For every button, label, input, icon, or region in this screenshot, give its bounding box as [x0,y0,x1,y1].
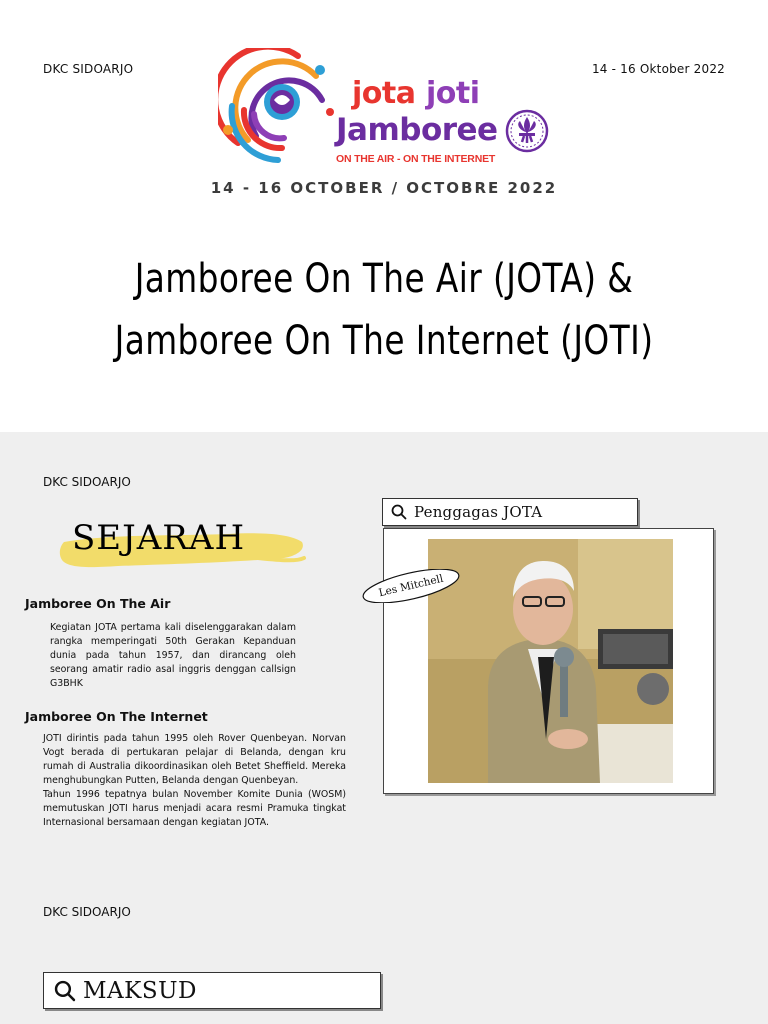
founder-photo [428,539,673,783]
founder-search-text: Penggagas JOTA [414,503,543,521]
heading-sejarah-text: SEJARAH [72,518,246,558]
title-line-1: Jamboree On The Air (JOTA) & [134,256,634,302]
air-section-body: Kegiatan JOTA pertama kali diselenggarakan dalam rangka memperingati 50th Gerakan Kepanduan dunia pada tahun 1957, dan dirancang oleh seorang amatir radio asal inggris denggan callsign G3BHK [50,622,296,689]
logo-word-joti: joti [426,76,480,111]
event-date: 14 - 16 Oktober 2022 [591,62,725,76]
logo-word-jamboree: Jamboree [336,112,498,148]
purpose-search-text: MAKSUD [83,977,197,1004]
section-heading-sejarah [58,508,308,578]
air-section-title: Jamboree On The Air [25,596,171,611]
internet-section-body [43,732,346,830]
organization-label: DKC SIDOARJO [43,62,134,76]
founder-name: Les Mitchell [377,572,445,600]
founder-search-bar[interactable] [382,498,638,526]
organization-label-2: DKC SIDOARJO [43,905,131,919]
purpose-search-bar[interactable] [43,972,381,1009]
organization-label: DKC SIDOARJO [43,475,131,489]
internet-section-title: Jamboree On The Internet [25,709,208,724]
search-icon [54,980,76,1002]
radio-waves-emblem-icon [218,48,348,170]
page-title [69,248,699,372]
title-line-2: Jamboree On The Internet (JOTI) [114,318,654,364]
logo-dates: 14 - 16 OCTOBER / OCTOBRE 2022 [210,179,558,197]
jotajoti-logo [218,48,558,170]
cover-page [0,0,768,432]
search-icon [391,504,407,520]
logo-tagline: ON THE AIR - ON THE INTERNET [336,153,496,165]
internet-body-paragraph-1: JOTI dirintis pada tahun 1995 oleh Rover Quenbeyan. Norvan Vogt berada di pertukaran pelajar di Belanda, dengan kru rumah di Australia dikoordinasikan oleh Betet Sheffield. Mereka menghubungkan Putten, Belanda dengan Quenbeyan. [43,733,346,786]
history-page [0,432,768,1024]
scout-fleur-de-lis-icon [504,108,550,154]
internet-body-paragraph-2: Tahun 1996 tepatnya bulan November Komite Dunia (WOSM) memutuskan JOTI harus menjadi acara resmi Pramuka tingkat Internasional bersamaan dengan kegiatan JOTA. [43,789,346,828]
founder-name-tag [360,569,462,603]
logo-word-jota: jota [352,76,416,111]
